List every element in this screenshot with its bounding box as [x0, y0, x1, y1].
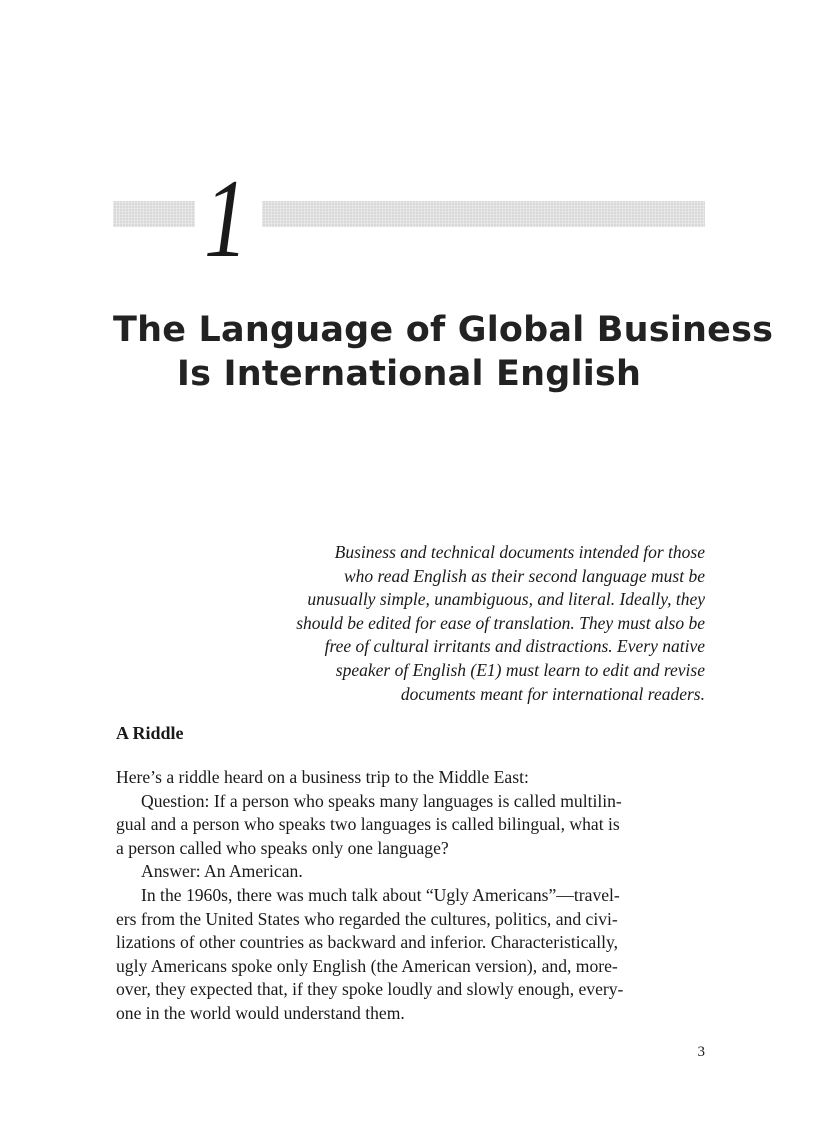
body-line: ers from the United States who regarded the cultures, politics, and civi- [116, 908, 618, 929]
section-heading: A Riddle [116, 723, 184, 743]
chapter-title [113, 308, 774, 396]
epigraph-line: free of cultural irritants and distractions. Every native [324, 636, 705, 657]
chapter-number: 1 [204, 157, 248, 281]
epigraph [160, 541, 705, 706]
body-line: gual and a person who speaks two languages is called bilingual, what is [116, 814, 620, 835]
body-line: lizations of other countries as backward and inferior. Characteristically, [116, 932, 619, 953]
body-line: one in the world would understand them. [116, 1002, 405, 1023]
body-line: a person called who speaks only one language? [116, 837, 449, 858]
epigraph-line: unusually simple, unambiguous, and literal. Ideally, they [307, 589, 705, 610]
chapter-title-line: Is International English [176, 354, 642, 394]
page-number: 3 [697, 1044, 705, 1060]
chapter-band-right [262, 201, 705, 227]
epigraph-line: who read English as their second language must be [344, 565, 705, 586]
body-text [116, 766, 708, 1026]
body-line: Question: If a person who speaks many languages is called multilin- [141, 790, 622, 811]
chapter-band-left [113, 201, 195, 227]
epigraph-line: documents meant for international readers. [400, 683, 705, 704]
body-line: Answer: An American. [141, 861, 303, 882]
body-line: In the 1960s, there was much talk about “Ugly Americans”—travel- [141, 884, 620, 905]
chapter-title-line: The Language of Global Business [113, 310, 774, 350]
body-line: Here’s a riddle heard on a business trip to the Middle East: [116, 767, 529, 787]
body-line: ugly Americans spoke only English (the American version), and, more- [116, 955, 618, 976]
epigraph-line: Business and technical documents intended for those [334, 542, 705, 562]
epigraph-line: speaker of English (E1) must learn to edit and revise [335, 659, 705, 680]
epigraph-line: should be edited for ease of translation. They must also be [296, 612, 705, 633]
body-line: over, they expected that, if they spoke loudly and slowly enough, every- [116, 979, 624, 1000]
